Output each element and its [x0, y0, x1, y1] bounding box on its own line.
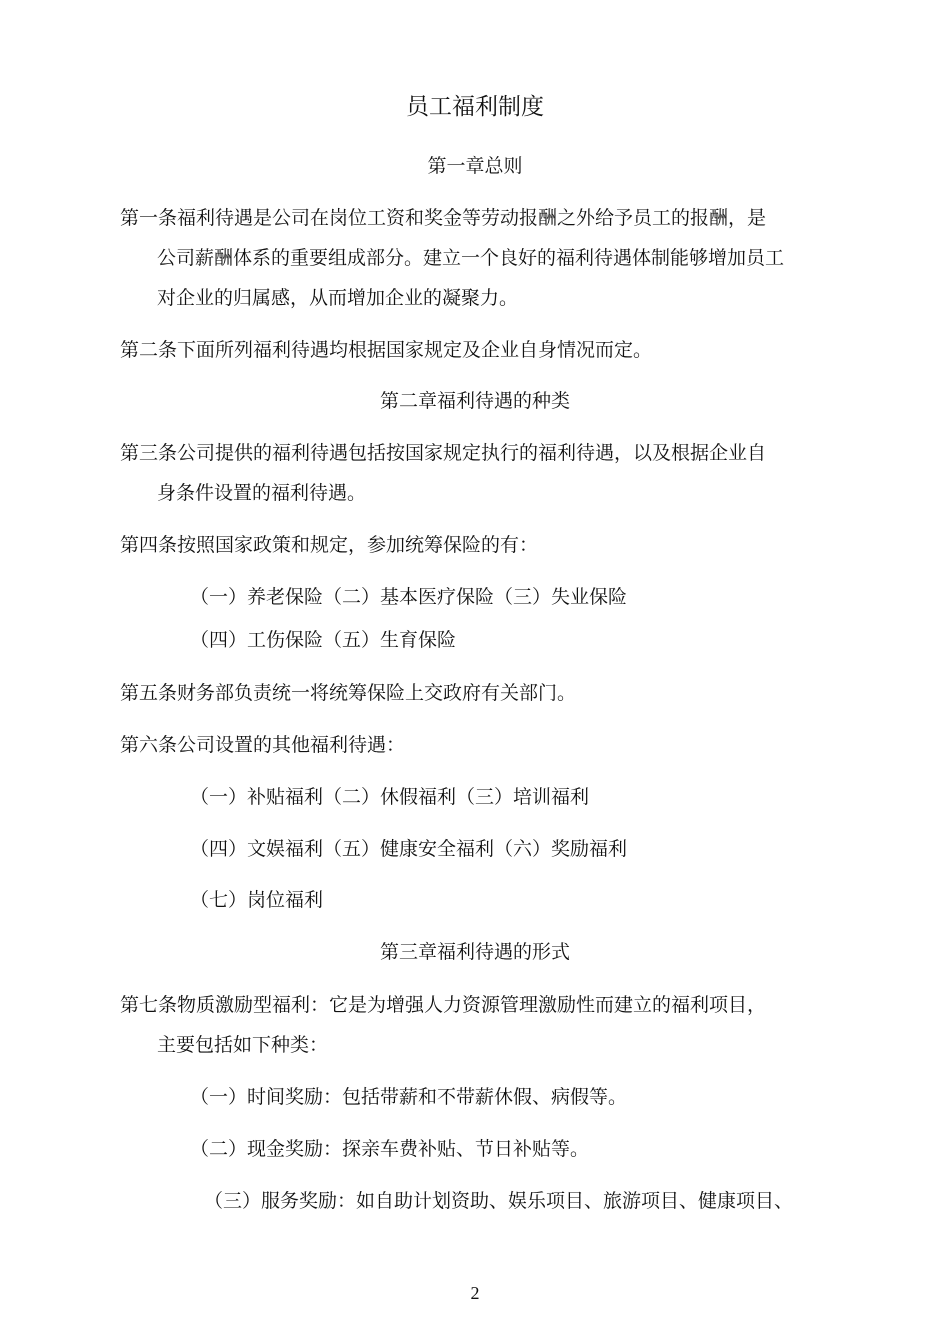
list-item: （二）现金奖励：探亲车费补贴、节日补贴等。	[190, 1138, 590, 1160]
list-item: （四）工伤保险（五）生育保险	[190, 629, 457, 651]
document-title: 员工福利制度	[406, 94, 544, 120]
list-item: （一）养老保险（二）基本医疗保险（三）失业保险	[190, 586, 628, 608]
list-item: （七）岗位福利	[190, 889, 324, 911]
article-line: 第四条按照国家政策和规定，参加统筹保险的有：	[120, 534, 539, 556]
article-line: 身条件设置的福利待遇。	[157, 482, 367, 504]
article-line: 对企业的归属感，从而增加企业的凝聚力。	[157, 287, 519, 309]
chapter-heading: 第二章福利待遇的种类	[379, 390, 570, 412]
list-item: （一）补贴福利（二）休假福利（三）培训福利	[190, 786, 590, 808]
list-item: （一）时间奖励：包括带薪和不带薪休假、病假等。	[190, 1086, 628, 1108]
page-number: 2	[470, 1283, 480, 1303]
article-line: 公司薪酬体系的重要组成部分。建立一个良好的福利待遇体制能够增加员工	[157, 247, 785, 269]
list-item: （四）文娱福利（五）健康安全福利（六）奖励福利	[190, 838, 628, 860]
article-line: 第六条公司设置的其他福利待遇：	[120, 734, 406, 756]
article-line: 第三条公司提供的福利待遇包括按国家规定执行的福利待遇，以及根据企业自	[120, 442, 767, 464]
article-line: 第二条下面所列福利待遇均根据国家规定及企业自身情况而定。	[120, 339, 653, 361]
chapter-heading: 第一章总则	[427, 155, 523, 177]
article-line: 第一条福利待遇是公司在岗位工资和奖金等劳动报酬之外给予员工的报酬，是	[120, 207, 767, 229]
article-line: 主要包括如下种类：	[157, 1034, 329, 1056]
chapter-heading: 第三章福利待遇的形式	[379, 941, 570, 963]
article-line: 第五条财务部负责统一将统筹保险上交政府有关部门。	[120, 682, 577, 704]
article-line: 第七条物质激励型福利：它是为增强人力资源管理激励性而建立的福利项目，	[120, 994, 767, 1016]
list-item: （三）服务奖励：如自助计划资助、娱乐项目、旅游项目、健康项目、	[204, 1190, 794, 1212]
